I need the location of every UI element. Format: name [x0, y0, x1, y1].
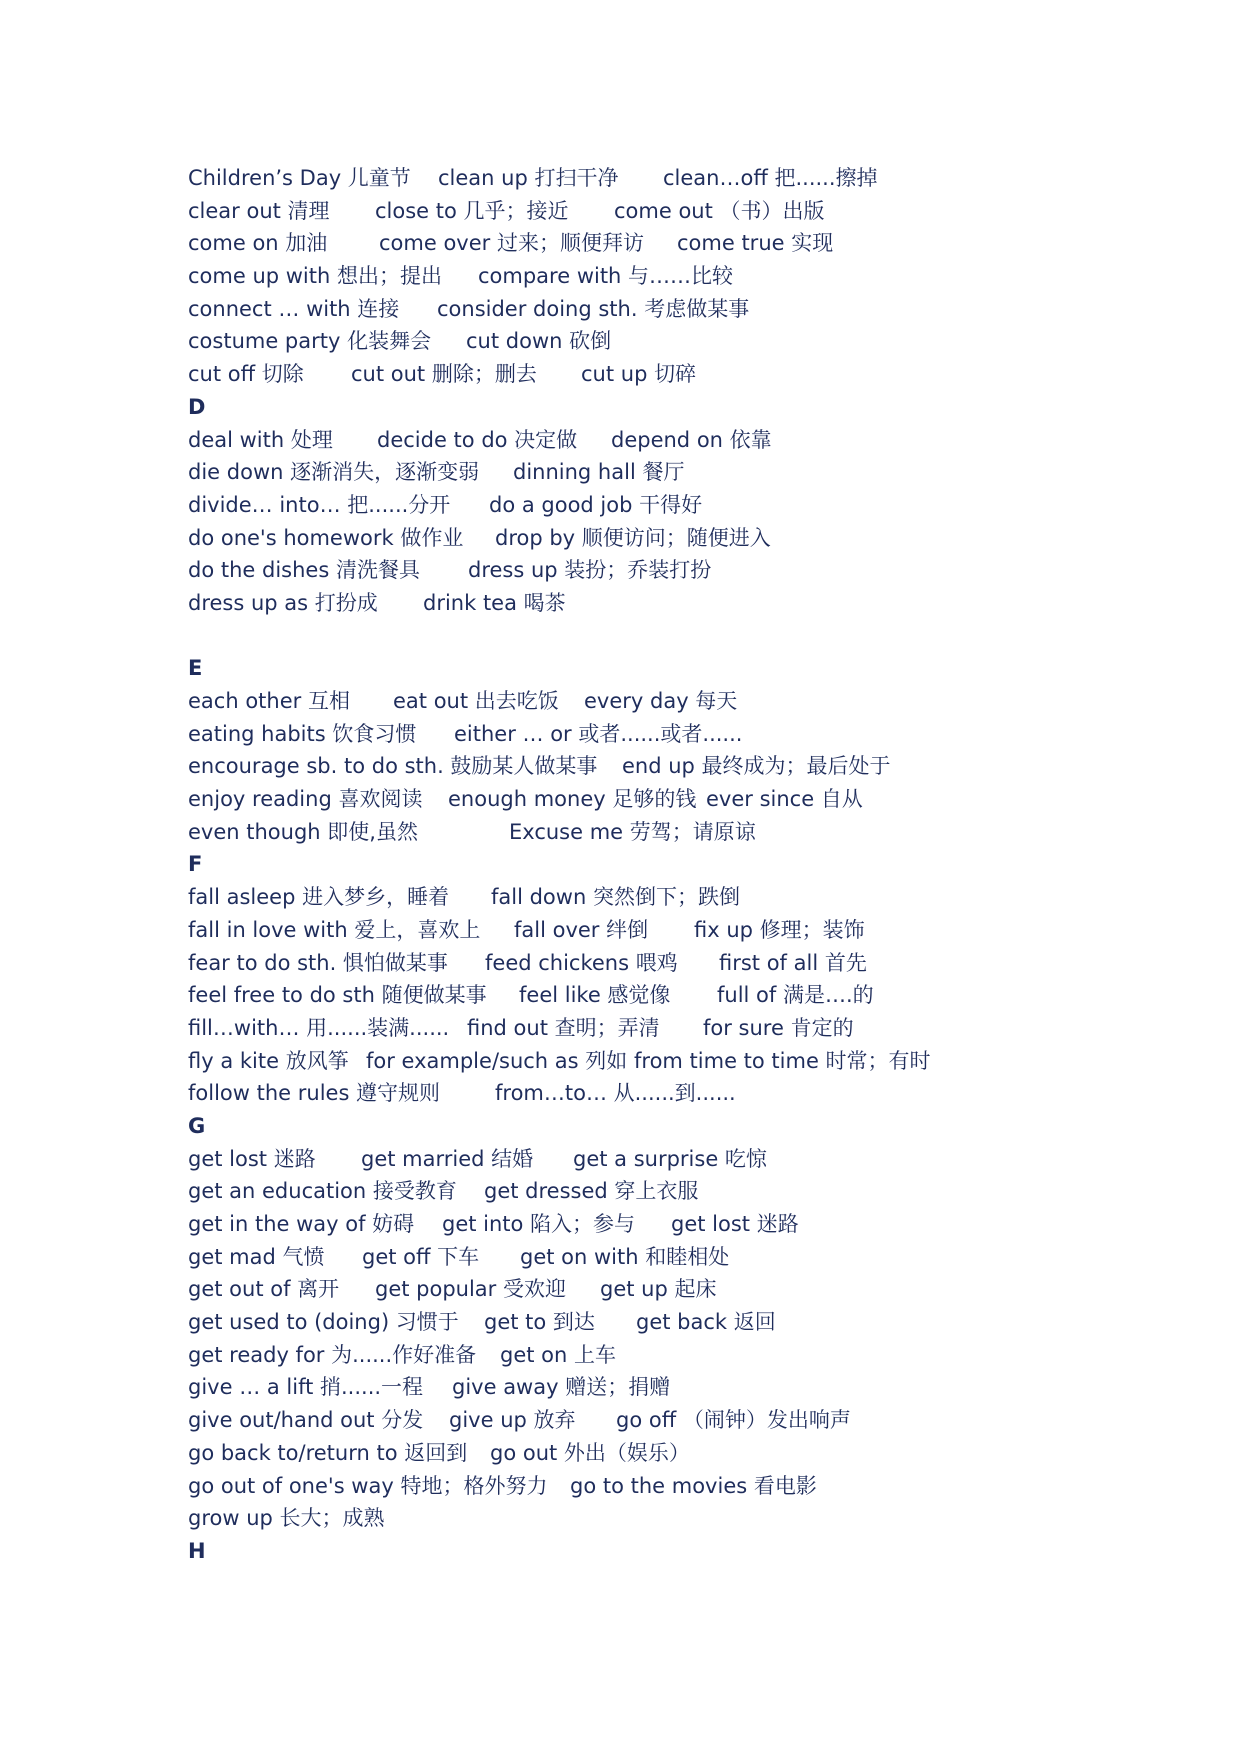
- vocab-line: [188, 1437, 1198, 1470]
- vocab-entry: go back to/return to 返回到: [188, 1440, 468, 1465]
- vocab-entry: Children’s Day 儿童节: [188, 166, 411, 190]
- vocab-entry: either … or 或者......或者......: [454, 721, 743, 746]
- vocab-entry: feel free to do sth 随便做某事: [188, 983, 487, 1008]
- vocab-entry: clear out 清理: [188, 198, 330, 223]
- vocab-line: [188, 1306, 1198, 1339]
- vocab-line: [188, 325, 1198, 358]
- vocab-entry: get on with 和睦相处: [520, 1244, 730, 1269]
- vocab-entry: first of all 首先: [719, 950, 867, 975]
- vocab-line: [188, 227, 1198, 260]
- vocab-entry: go to the movies 看电影: [570, 1473, 817, 1498]
- vocab-line: [188, 685, 1198, 718]
- vocab-entry: end up 最终成为；最后处于: [622, 754, 891, 779]
- vocab-entry: fall in love with 爱上，喜欢上: [188, 917, 481, 942]
- vocab-line: [188, 1208, 1198, 1241]
- section-heading: D: [188, 394, 206, 419]
- vocab-entry: find out 查明；弄清: [467, 1015, 660, 1040]
- vocab-entry: full of 满是….的: [717, 983, 874, 1008]
- vocab-entry: get off 下车: [362, 1244, 480, 1269]
- vocab-line: [188, 358, 1198, 391]
- vocab-entry: die down 逐渐消失，逐渐变弱: [188, 460, 480, 485]
- vocab-entry: connect … with 连接: [188, 296, 400, 321]
- vocab-entry: give away 赠送；捐赠: [452, 1375, 671, 1400]
- section-heading: G: [188, 1113, 206, 1138]
- vocab-entry: get an education 接受教育: [188, 1179, 457, 1204]
- vocab-entry: every day 每天: [584, 689, 738, 713]
- vocab-entry: dress up 装扮；乔装打扮: [468, 558, 712, 583]
- vocab-entry: come on 加油: [188, 231, 328, 256]
- vocab-entry: get dressed 穿上衣服: [484, 1179, 699, 1204]
- section-heading: F: [188, 852, 203, 877]
- vocab-entry: get lost 迷路: [188, 1146, 316, 1171]
- vocab-line: [188, 554, 1198, 587]
- vocab-line: [188, 1077, 1198, 1110]
- vocab-line: [188, 1404, 1198, 1437]
- vocab-entry: fill…with… 用......装满......: [188, 1015, 450, 1040]
- vocab-entry: feed chickens 喂鸡: [485, 950, 678, 975]
- vocab-line: [188, 783, 1198, 816]
- vocab-entry: come up with 想出；提出: [188, 264, 442, 289]
- vocab-entry: come over 过来；顺便拜访: [379, 231, 644, 256]
- vocab-entry: follow the rules 遵守规则: [188, 1081, 441, 1106]
- vocab-line: [188, 718, 1198, 751]
- vocab-entry: compare with 与……比较: [478, 264, 734, 289]
- vocab-line: [188, 1273, 1198, 1306]
- vocab-entry: consider doing sth. 考虑做某事: [437, 296, 750, 321]
- vocab-line: [188, 1012, 1198, 1045]
- vocab-entry: clean…off 把......擦掉: [663, 166, 878, 190]
- vocab-entry: do one's homework 做作业: [188, 525, 464, 550]
- vocab-entry: enough money 足够的钱: [448, 787, 697, 812]
- vocab-entry: get out of 离开: [188, 1277, 340, 1302]
- vocab-line: [188, 914, 1198, 947]
- vocab-line: [188, 1175, 1198, 1208]
- vocab-line: [188, 979, 1198, 1012]
- vocab-entry: come true 实现: [677, 231, 834, 256]
- vocab-line: [188, 1339, 1198, 1372]
- vocab-entry: do a good job 干得好: [489, 492, 703, 517]
- vocab-entry: give … a lift 捎......一程: [188, 1375, 424, 1400]
- vocab-line: [188, 947, 1198, 980]
- vocab-entry: come out （书）出版: [614, 198, 825, 223]
- vocab-entry: from…to… 从......到......: [495, 1081, 736, 1106]
- vocab-entry: each other 互相: [188, 689, 350, 713]
- vocab-line: [188, 1045, 1198, 1078]
- vocab-line: [188, 489, 1198, 522]
- vocab-line: [188, 424, 1198, 457]
- vocab-entry: dinning hall 餐厅: [513, 460, 685, 485]
- vocab-entry: enjoy reading 喜欢阅读: [188, 787, 423, 812]
- vocab-entry: give out/hand out 分发: [188, 1408, 424, 1433]
- vocab-line: [188, 1371, 1198, 1404]
- vocab-line: [188, 881, 1198, 914]
- vocab-entry: get used to (doing) 习惯于: [188, 1310, 459, 1335]
- vocab-line: [188, 750, 1198, 783]
- vocab-entry: cut out 删除；删去: [351, 362, 537, 387]
- vocab-entry: clean up 打扫干净: [438, 166, 619, 190]
- vocab-entry: get to 到达: [484, 1310, 595, 1335]
- vocab-line: [188, 456, 1198, 489]
- vocab-entry: fix up 修理；装饰: [694, 917, 865, 942]
- vocab-entry: get married 结婚: [361, 1146, 534, 1171]
- vocab-entry: ever since 自从: [706, 787, 863, 812]
- vocab-entry: cut off 切除: [188, 362, 304, 387]
- vocab-line: [188, 587, 1198, 620]
- vocab-entry: go out of one's way 特地；格外努力: [188, 1473, 548, 1498]
- vocab-entry: close to 几乎；接近: [375, 198, 569, 223]
- vocab-entry: fall down 突然倒下；跌倒: [491, 885, 740, 910]
- vocab-entry: give up 放弃: [449, 1408, 576, 1433]
- vocab-entry: drink tea 喝茶: [423, 590, 566, 615]
- vocab-entry: get ready for 为......作好准备: [188, 1342, 477, 1367]
- vocab-entry: fly a kite 放风筝: [188, 1048, 349, 1073]
- vocab-entry: eat out 出去吃饭: [393, 689, 559, 713]
- vocab-entry: get on 上车: [500, 1342, 616, 1367]
- vocab-line: [188, 293, 1198, 326]
- vocab-line: [188, 1470, 1198, 1503]
- vocab-entry: get lost 迷路: [671, 1212, 799, 1236]
- section-heading: H: [188, 1538, 206, 1563]
- vocab-entry: for sure 肯定的: [703, 1015, 854, 1040]
- vocab-entry: depend on 依靠: [611, 427, 772, 452]
- vocab-entry: even though 即使,虽然: [188, 819, 418, 844]
- vocab-entry: fall over 绊倒: [514, 917, 649, 942]
- vocab-line: [188, 816, 1198, 849]
- blank-line: [188, 620, 1198, 653]
- vocab-line: [188, 162, 1198, 195]
- vocab-entry: fear to do sth. 惧怕做某事: [188, 950, 448, 975]
- vocab-entry: Excuse me 劳驾；请原谅: [509, 819, 756, 844]
- vocab-entry: get in the way of 妨碍: [188, 1212, 415, 1236]
- vocab-entry: cut up 切碎: [581, 362, 697, 387]
- vocab-entry: go out 外出（娱乐）: [490, 1440, 690, 1465]
- vocab-line: [188, 1502, 1198, 1535]
- vocab-entry: for example/such as 列如: [366, 1048, 628, 1073]
- vocab-entry: eating habits 饮食习惯: [188, 721, 417, 746]
- vocab-entry: feel like 感觉像: [519, 983, 671, 1008]
- vocab-entry: get popular 受欢迎: [375, 1277, 566, 1302]
- vocab-entry: from time to time 时常；有时: [634, 1048, 931, 1073]
- vocab-line: [188, 260, 1198, 293]
- vocab-entry: grow up 长大；成熟: [188, 1506, 385, 1531]
- vocab-entry: get into 陷入；参与: [442, 1212, 636, 1236]
- vocabulary-page: [188, 162, 1198, 1568]
- vocab-entry: get mad 气愤: [188, 1244, 325, 1269]
- vocab-entry: encourage sb. to do sth. 鼓励某人做某事: [188, 754, 598, 779]
- vocab-entry: decide to do 决定做: [377, 427, 578, 452]
- vocab-entry: get up 起床: [600, 1277, 717, 1302]
- vocab-line: [188, 1143, 1198, 1176]
- vocab-entry: divide… into… 把......分开: [188, 492, 451, 517]
- vocab-entry: dress up as 打扮成: [188, 590, 378, 615]
- vocab-line: [188, 1241, 1198, 1274]
- vocab-line: [188, 522, 1198, 555]
- vocab-entry: get back 返回: [636, 1310, 776, 1335]
- vocab-entry: drop by 顺便访问；随便进入: [495, 525, 771, 550]
- section-heading: E: [188, 656, 203, 681]
- vocab-entry: do the dishes 清洗餐具: [188, 558, 420, 583]
- vocab-entry: fall asleep 进入梦乡，睡着: [188, 885, 450, 910]
- vocab-entry: go off （闹钟）发出响声: [616, 1408, 851, 1433]
- vocab-entry: deal with 处理: [188, 427, 333, 452]
- vocab-entry: cut down 砍倒: [466, 329, 612, 354]
- vocab-entry: costume party 化装舞会: [188, 329, 432, 354]
- vocab-entry: get a surprise 吃惊: [573, 1146, 767, 1171]
- vocab-line: [188, 195, 1198, 228]
